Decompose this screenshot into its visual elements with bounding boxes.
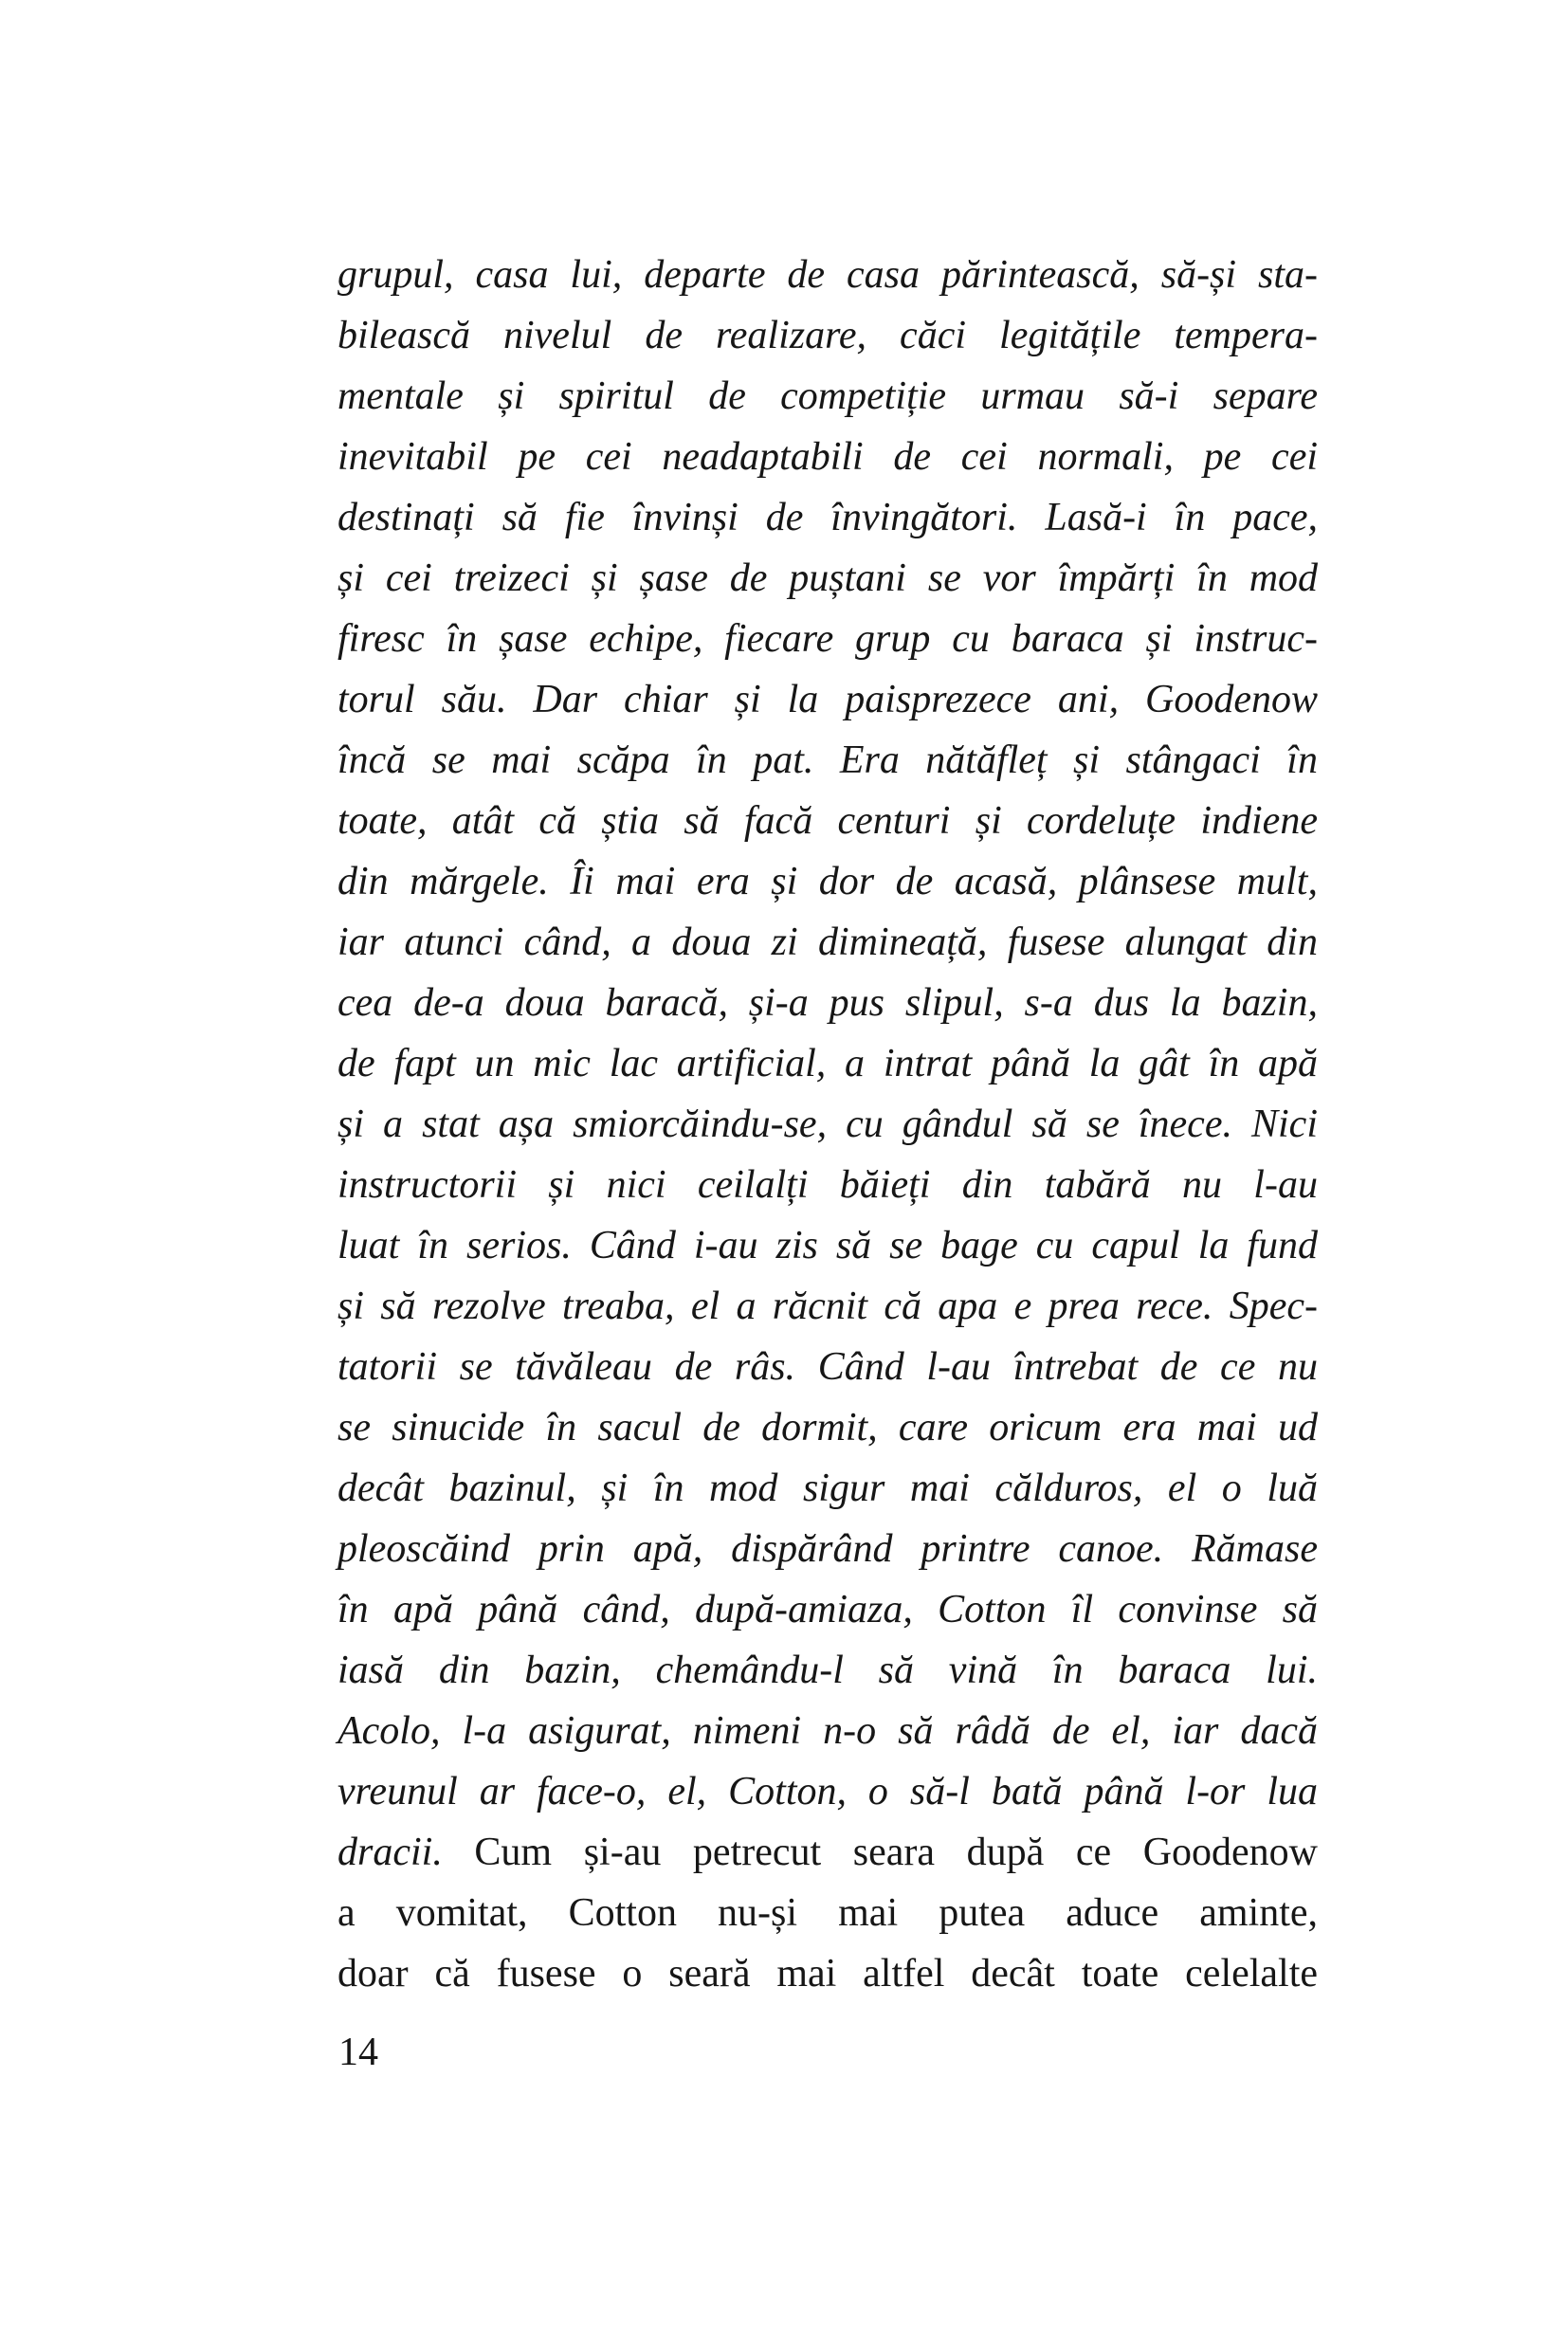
italic-text-segment: și cei treizeci și șase de puștani se vor împărți în mod [337, 556, 1319, 600]
text-line-content [337, 981, 1318, 1025]
text-line [337, 1822, 1318, 1883]
italic-text-segment: iasă din bazin, chemându-l să vină în baraca lui. [337, 1649, 1319, 1692]
text-line-content [337, 496, 1318, 539]
text-line-content [337, 1467, 1318, 1510]
italic-text-segment: încă se mai scăpa în pat. Era nătăfleț și stângaci în [337, 738, 1318, 782]
italic-text-segment: mentale și spiritul de competiție urmau să-i separe [337, 374, 1319, 418]
text-line [337, 487, 1318, 548]
italic-text-segment: și să rezolve treaba, el a răcnit că apa e prea rece. Spec- [337, 1285, 1318, 1328]
text-line-content [337, 1406, 1318, 1449]
text-line-content [337, 617, 1318, 661]
text-line [337, 1640, 1318, 1701]
text-line [337, 669, 1318, 730]
text-line [337, 1943, 1318, 2004]
text-line-content [337, 1285, 1318, 1328]
text-line [337, 912, 1318, 973]
italic-text-segment: firesc în șase echipe, fiecare grup cu baraca și instruc- [337, 617, 1319, 661]
text-line [337, 366, 1318, 427]
text-line [337, 1033, 1318, 1094]
text-line-content [337, 1831, 1318, 1874]
text-line [337, 1579, 1318, 1640]
italic-text-segment: luat în serios. Când i-au zis să se bage cu capul la fund [337, 1224, 1319, 1267]
text-line-content [337, 556, 1318, 600]
italic-text-segment: și a stat așa smiorcăindu-se, cu gândul să se înece. Nici [337, 1103, 1318, 1146]
italic-text-segment: destinați să fie învinși de învingători. Lasă-i în pace, [337, 496, 1319, 539]
italic-text-segment: torul său. Dar chiar și la paisprezece ani, Goodenow [337, 678, 1319, 721]
roman-text-segment: doar că fusese o seară mai altfel decât toate celelalte [337, 1952, 1319, 1996]
italic-text-segment: în apă până când, după-amiaza, Cotton îl convinse să [337, 1588, 1319, 1631]
text-line [337, 1276, 1318, 1337]
roman-text-segment: Cum și-au petrecut seara după ce Goodenow [442, 1831, 1319, 1874]
text-line [337, 1519, 1318, 1579]
text-line-content [337, 1042, 1318, 1085]
italic-text-segment: de fapt un mic lac artificial, a intrat până la gât în apă [337, 1042, 1319, 1085]
text-line-content [337, 1649, 1318, 1692]
text-line-content [337, 314, 1318, 357]
text-line [337, 427, 1318, 487]
italic-text-segment: bilească nivelul de realizare, căci legitățile tempera- [337, 314, 1318, 357]
text-line [337, 1155, 1318, 1215]
italic-text-segment: se sinucide în sacul de dormit, care oricum era mai ud [337, 1406, 1318, 1449]
text-line-content [337, 253, 1318, 297]
italic-text-segment: din mărgele. Îi mai era și dor de acasă, plânsese mult, [337, 860, 1318, 903]
text-line-content [337, 1709, 1318, 1753]
text-line-content [337, 1163, 1318, 1207]
text-line [337, 245, 1318, 305]
text-line-content [337, 1527, 1318, 1571]
text-line [337, 1701, 1318, 1761]
text-line [337, 1215, 1318, 1276]
text-line [337, 1094, 1318, 1155]
text-line-content [337, 1770, 1318, 1813]
text-line-content [337, 678, 1318, 721]
text-line [337, 305, 1318, 366]
text-line-content [337, 1588, 1318, 1631]
page-number: 14 [338, 2031, 378, 2074]
italic-text-segment: inevitabil pe cei neadaptabili de cei normali, pe cei [337, 435, 1319, 479]
text-line-content [337, 1345, 1318, 1389]
text-line [337, 609, 1318, 669]
italic-text-segment: tatorii se tăvăleau de râs. Când l-au întrebat de ce nu [337, 1345, 1318, 1389]
text-line [337, 1458, 1318, 1519]
text-line [337, 791, 1318, 851]
roman-text-segment: a vomitat, Cotton nu-și mai putea aduce aminte, [337, 1891, 1319, 1935]
text-line-content [337, 738, 1318, 782]
italic-text-segment: grupul, casa lui, departe de casa părintească, să-și sta- [337, 253, 1319, 297]
text-line-content [337, 1952, 1318, 1996]
text-line [337, 548, 1318, 609]
text-line-content [337, 374, 1318, 418]
text-line [337, 851, 1318, 912]
italic-text-segment: pleoscăind prin apă, dispărând printre canoe. Rămase [337, 1527, 1318, 1571]
text-line-content [337, 799, 1318, 843]
italic-text-segment: decât bazinul, și în mod sigur mai călduros, el o luă [337, 1467, 1319, 1510]
italic-text-segment: cea de-a doua baracă, și-a pus slipul, s-a dus la bazin, [337, 981, 1318, 1025]
italic-text-segment: vreunul ar face-o, el, Cotton, o să-l bată până l-or lua [337, 1770, 1319, 1813]
text-line [337, 730, 1318, 791]
italic-text-segment: instructorii și nici ceilalți băieți din tabără nu l-au [337, 1163, 1318, 1207]
text-line-content [337, 920, 1318, 964]
text-line [337, 1883, 1318, 1943]
text-line [337, 1337, 1318, 1397]
text-line-content [337, 1224, 1318, 1267]
italic-text-segment: iar atunci când, a doua zi dimineață, fusese alungat din [337, 920, 1318, 964]
text-line-content [337, 860, 1318, 903]
text-line-content [337, 1891, 1318, 1935]
text-line [337, 1397, 1318, 1458]
text-line [337, 1761, 1318, 1822]
italic-text-segment: dracii. [337, 1831, 443, 1874]
text-block [337, 245, 1318, 2004]
text-line-content [337, 1103, 1318, 1146]
text-line-content [337, 435, 1318, 479]
text-line [337, 973, 1318, 1033]
italic-text-segment: toate, atât că știa să facă centuri și cordeluțe indiene [337, 799, 1318, 843]
italic-text-segment: Acolo, l-a asigurat, nimeni n-o să râdă de el, iar dacă [337, 1709, 1319, 1753]
